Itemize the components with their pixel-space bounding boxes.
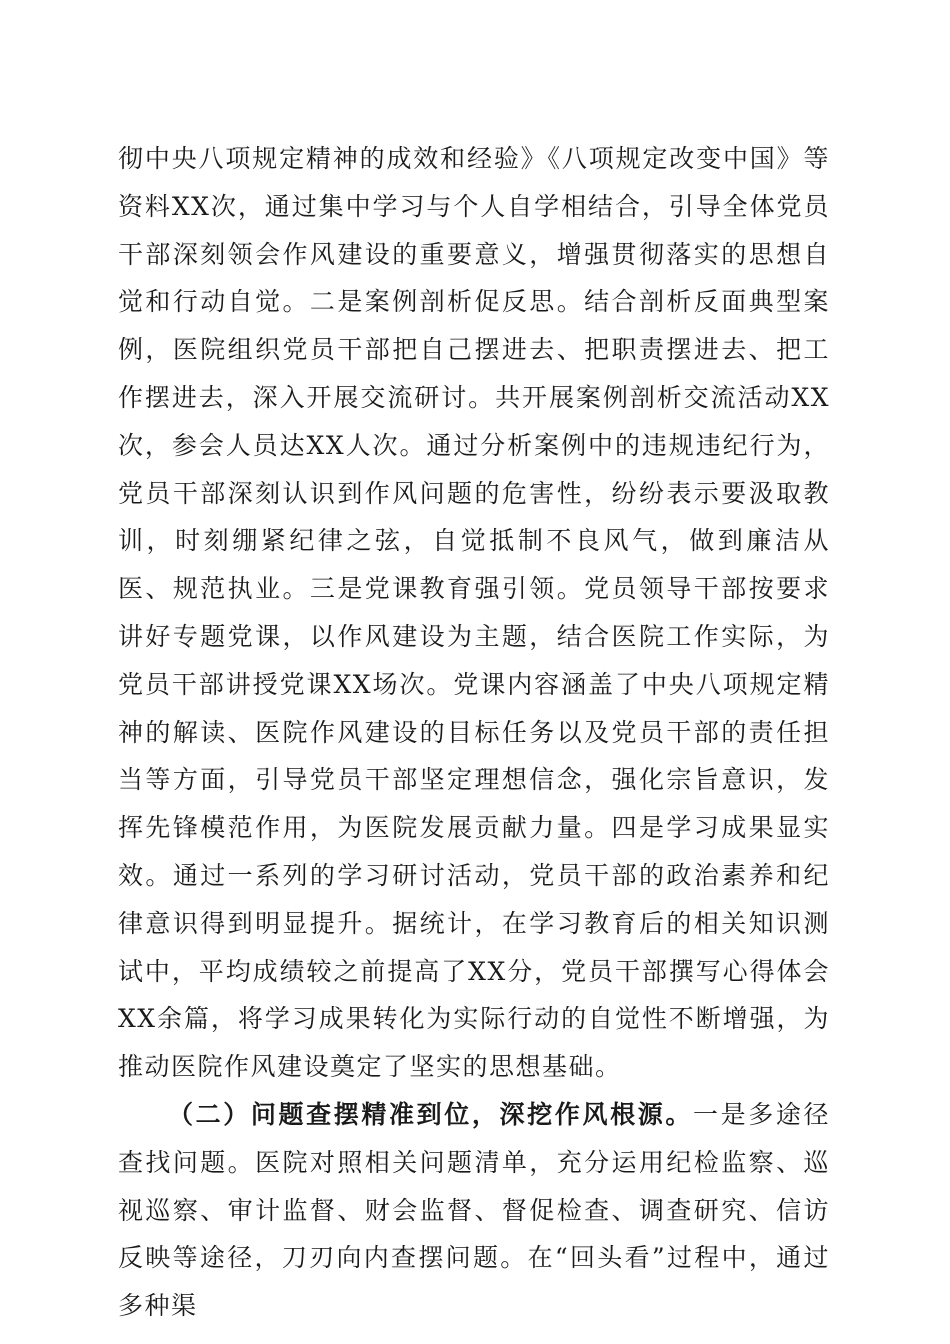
body-text — [118, 135, 830, 1330]
paragraph-section-two — [118, 1091, 830, 1330]
paragraph-text: 彻中央八项规定精神的成效和经验》《八项规定改变中国》等资料XX次，通过集中学习与个人自学相结合，引导全体党员干部深刻领会作风建设的重要意义，增强贯彻落实的思想自觉和行动自觉。二是案例剖析促反思。结合剖析反面典型案例，医院组织党员干部把自己摆进去、把职责摆进去、把工作摆进去，深入开展交流研讨。共开展案例剖析交流活动XX次，参会人员达XX人次。通过分析案例中的违规违纪行为，党员干部深刻认识到作风问题的危害性，纷纷表示要汲取教训，时刻绷紧纪律之弦，自觉抵制不良风气，做到廉洁从医、规范执业。三是党课教育强引领。党员领导干部按要求讲好专题党课，以作风建设为主题，结合医院工作实际，为党员干部讲授党课XX场次。党课内容涵盖了中央八项规定精神的解读、医院作风建设的目标任务以及党员干部的责任担当等方面，引导党员干部坚定理想信念，强化宗旨意识，发挥先锋模范作用，为医院发展贡献力量。四是学习成果显实效。通过一系列的学习研讨活动，党员干部的政治素养和纪律意识得到明显提升。据统计，在学习教育后的相关知识测试中，平均成绩较之前提高了XX分，党员干部撰写心得体会XX余篇，将学习成果转化为实际行动的自觉性不断增强，为推动医院作风建设奠定了坚实的思想基础。 — [118, 144, 830, 1082]
paragraph-text: 一是多途径查找问题。医院对照相关问题清单，充分运用纪检监察、巡视巡察、审计监督、财会监督、督促检查、调查研究、信访反映等途径，刀刃向内查摆问题。在“回头看”过程中，通过多种渠 — [118, 1099, 830, 1321]
paragraph-continuation — [118, 135, 830, 1091]
section-heading: （二）问题查摆精准到位，深挖作风根源。 — [168, 1099, 693, 1129]
